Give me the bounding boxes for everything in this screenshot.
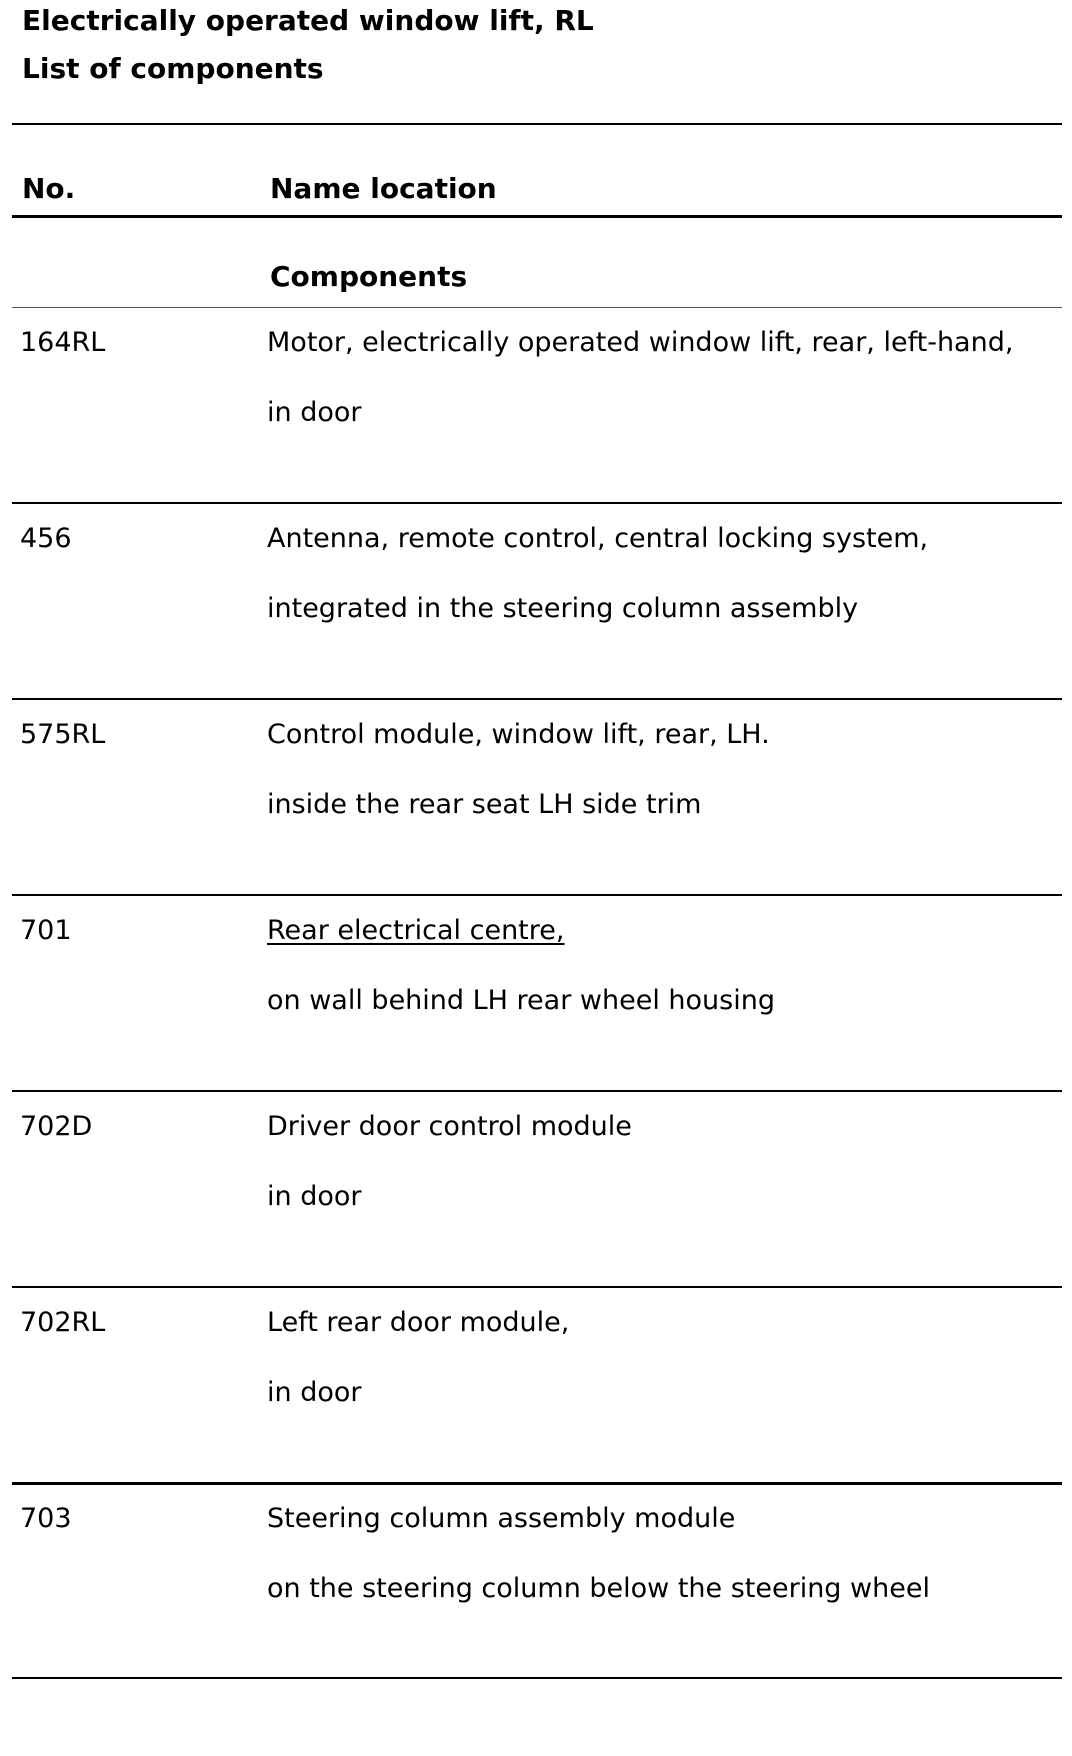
row-divider [12, 698, 1062, 700]
component-number: 702D [20, 1111, 93, 1142]
component-number: 701 [20, 915, 72, 946]
component-name: Left rear door module, [267, 1307, 570, 1338]
row-divider [12, 1090, 1062, 1092]
column-header-name-location: Name location [270, 172, 497, 205]
component-name: Antenna, remote control, central locking system, [267, 523, 929, 554]
row-divider [12, 894, 1062, 896]
component-name: Rear electrical centre, [267, 915, 565, 946]
component-location: in door [267, 1377, 362, 1408]
document-subtitle: List of components [22, 52, 324, 85]
component-name: Steering column assembly module [267, 1503, 736, 1534]
component-location: in door [267, 397, 362, 428]
row-divider [12, 1286, 1062, 1288]
component-number: 164RL [20, 327, 106, 358]
component-name: Control module, window lift, rear, LH. [267, 719, 770, 750]
component-number: 575RL [20, 719, 106, 750]
component-location: on wall behind LH rear wheel housing [267, 985, 775, 1016]
section-label-components: Components [270, 260, 468, 293]
component-location: inside the rear seat LH side trim [267, 789, 702, 820]
component-location: in door [267, 1181, 362, 1212]
table-bottom-rule [12, 1677, 1062, 1679]
row-divider [12, 1482, 1062, 1485]
component-number: 702RL [20, 1307, 106, 1338]
header-top-rule [12, 123, 1062, 125]
row-divider [12, 502, 1062, 504]
component-location: integrated in the steering column assembly [267, 593, 859, 624]
component-number: 703 [20, 1503, 72, 1534]
header-bottom-rule [12, 215, 1062, 218]
component-name: Motor, electrically operated window lift, rear, left-hand, [267, 327, 1014, 358]
section-rule [12, 307, 1062, 308]
component-number: 456 [20, 523, 72, 554]
component-name: Driver door control module [267, 1111, 632, 1142]
column-header-no: No. [22, 172, 76, 205]
document-title: Electrically operated window lift, RL [22, 4, 594, 37]
component-location: on the steering column below the steering wheel [267, 1573, 930, 1604]
